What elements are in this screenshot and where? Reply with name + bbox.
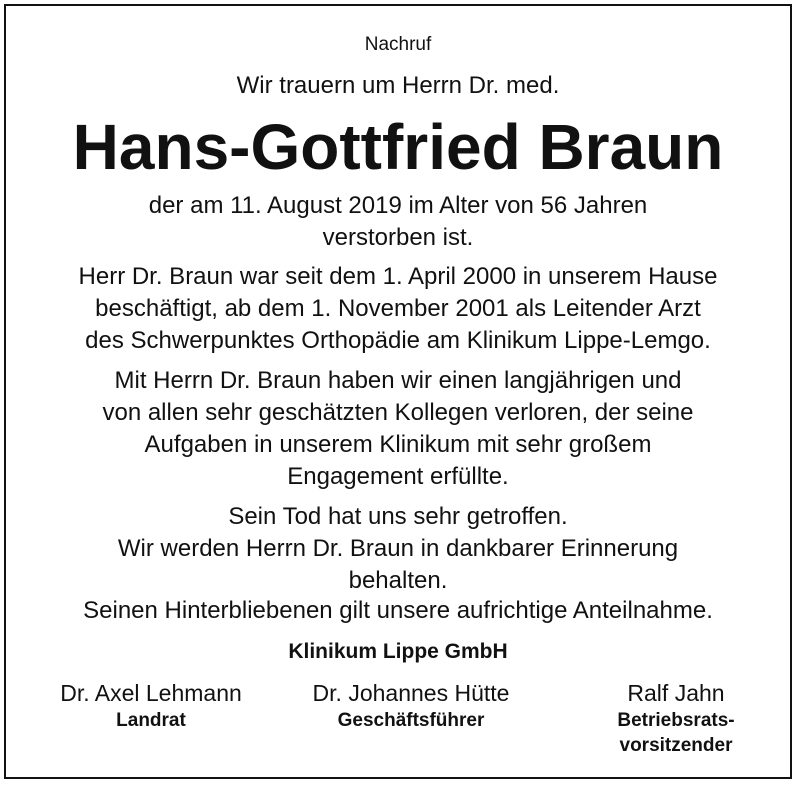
signatory — [566, 680, 786, 757]
signatory — [286, 680, 536, 732]
paragraph-line: von allen sehr geschätzten Kollegen verloren, der seine — [102, 399, 694, 426]
intro-line: Wir trauern um Herrn Dr. med. — [236, 72, 560, 99]
signatory-name: Dr. Johannes Hütte — [312, 680, 510, 706]
signatory-role: vorsitzender — [619, 735, 733, 756]
death-line: verstorben ist. — [322, 224, 474, 251]
paragraph-line: des Schwerpunktes Orthopädie am Klinikum Lippe-Lemgo. — [85, 327, 711, 354]
obituary-frame — [4, 4, 792, 779]
signatory-name: Ralf Jahn — [627, 680, 725, 706]
paragraph-line: Mit Herrn Dr. Braun haben wir einen langjährigen und — [114, 367, 682, 394]
signatory-role: Landrat — [116, 710, 186, 731]
death-line: der am 11. August 2019 im Alter von 56 Jahren — [148, 192, 648, 219]
heading: Nachruf — [364, 34, 432, 55]
paragraph-line: Wir werden Herrn Dr. Braun in dankbarer Erinnerung — [117, 535, 679, 562]
signatory-role: Betriebsrats- — [617, 710, 735, 731]
paragraph-line: behalten. — [348, 567, 448, 594]
paragraph-line: Sein Tod hat uns sehr getroffen. — [228, 503, 568, 530]
signatory-name: Dr. Axel Lehmann — [60, 680, 242, 706]
deceased-name: Hans-Gottfried Braun — [72, 111, 724, 183]
paragraph-line: beschäftigt, ab dem 1. November 2001 als Leitender Arzt — [95, 295, 701, 322]
organization-name: Klinikum Lippe GmbH — [288, 640, 508, 663]
paragraph-line: Engagement erfüllte. — [287, 463, 509, 490]
paragraph-line: Seinen Hinterbliebenen gilt unsere aufrichtige Anteilnahme. — [83, 597, 713, 624]
paragraph-line: Aufgaben in unserem Klinikum mit sehr großem — [144, 431, 652, 458]
signatory — [26, 680, 276, 732]
signatory-role: Geschäftsführer — [337, 710, 485, 731]
paragraph-line: Herr Dr. Braun war seit dem 1. April 2000 in unserem Hause — [78, 263, 718, 290]
